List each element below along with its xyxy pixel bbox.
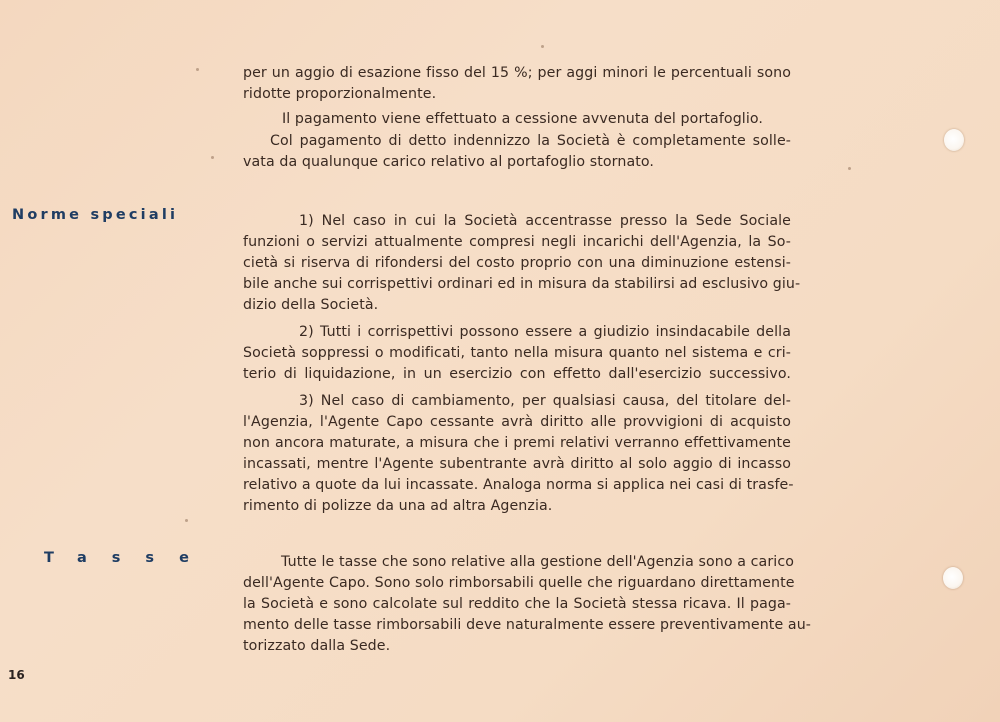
- paragraph-pagamento: [282, 109, 791, 130]
- paper-speck: [185, 519, 188, 522]
- text-line: cietà si riserva di rifondersi del costo proprio con una diminuzione estensi-: [243, 255, 791, 271]
- paper-speck: [848, 167, 851, 170]
- text-line: funzioni o servizi attualmente compresi negli incarichi dell'Agenzia, la So-: [243, 234, 791, 250]
- text-line: Il pagamento viene effettuato a cessione avvenuta del portafoglio.: [282, 111, 764, 127]
- text-line: dell'Agente Capo. Sono solo rimborsabili quelle che riguardano direttamente: [243, 575, 795, 591]
- paragraph-norme-3: [243, 391, 794, 517]
- paragraph-indennizzo: [243, 131, 791, 173]
- binder-hole: [944, 129, 964, 151]
- text-line: la Società e sono calcolate sul reddito che la Società stessa ricava. Il paga-: [243, 596, 791, 612]
- text-line: bile anche sui corrispettivi ordinari ed in misura da stabilirsi ad esclusivo giu-: [243, 276, 801, 292]
- text-line: Società soppressi o modificati, tanto nella misura quanto nel sistema e cri-: [243, 345, 791, 361]
- text-line: torizzato dalla Sede.: [243, 638, 391, 654]
- paragraph-norme-1: [243, 211, 801, 316]
- paragraph-aggio: [243, 63, 791, 105]
- text-line: 2) Tutti i corrispettivi possono essere a giudizio insindacabile della: [299, 324, 791, 340]
- text-line: mento delle tasse rimborsabili deve naturalmente essere preventivamente au-: [243, 617, 812, 633]
- section-heading-norme-speciali: Norme speciali: [12, 207, 179, 223]
- text-line: 1) Nel caso in cui la Società accentrasse presso la Sede Sociale: [299, 213, 791, 229]
- text-line: ridotte proporzionalmente.: [243, 86, 437, 102]
- text-line: relativo a quote da lui incassate. Analoga norma si applica nei casi di trasfe-: [243, 477, 794, 493]
- text-line: non ancora maturate, a misura che i premi relativi verranno effettivamente: [243, 435, 791, 451]
- text-line: dizio della Società.: [243, 297, 379, 313]
- text-line: Tutte le tasse che sono relative alla gestione dell'Agenzia sono a carico: [281, 554, 795, 570]
- paragraph-tasse: [243, 552, 812, 657]
- page-number: 16: [8, 668, 25, 682]
- section-heading-tasse: Tasse: [44, 550, 214, 566]
- paper-speck: [541, 45, 544, 48]
- paragraph-norme-2: [243, 322, 791, 385]
- paper-speck: [196, 68, 199, 71]
- text-line: per un aggio di esazione fisso del 15 %; per aggi minori le percentuali sono: [243, 65, 791, 81]
- text-line: terio di liquidazione, in un esercizio con effetto dall'esercizio successivo.: [243, 366, 791, 382]
- text-line: vata da qualunque carico relativo al portafoglio stornato.: [243, 154, 655, 170]
- text-line: l'Agenzia, l'Agente Capo cessante avrà diritto alle provvigioni di acquisto: [243, 414, 791, 430]
- text-line: Col pagamento di detto indennizzo la Società è completamente solle-: [270, 133, 791, 149]
- text-line: rimento di polizze da una ad altra Agenzia.: [243, 498, 553, 514]
- paper-speck: [211, 156, 214, 159]
- text-line: 3) Nel caso di cambiamento, per qualsiasi causa, del titolare del-: [299, 393, 791, 409]
- binder-hole: [943, 567, 963, 589]
- text-line: incassati, mentre l'Agente subentrante avrà diritto al solo aggio di incasso: [243, 456, 791, 472]
